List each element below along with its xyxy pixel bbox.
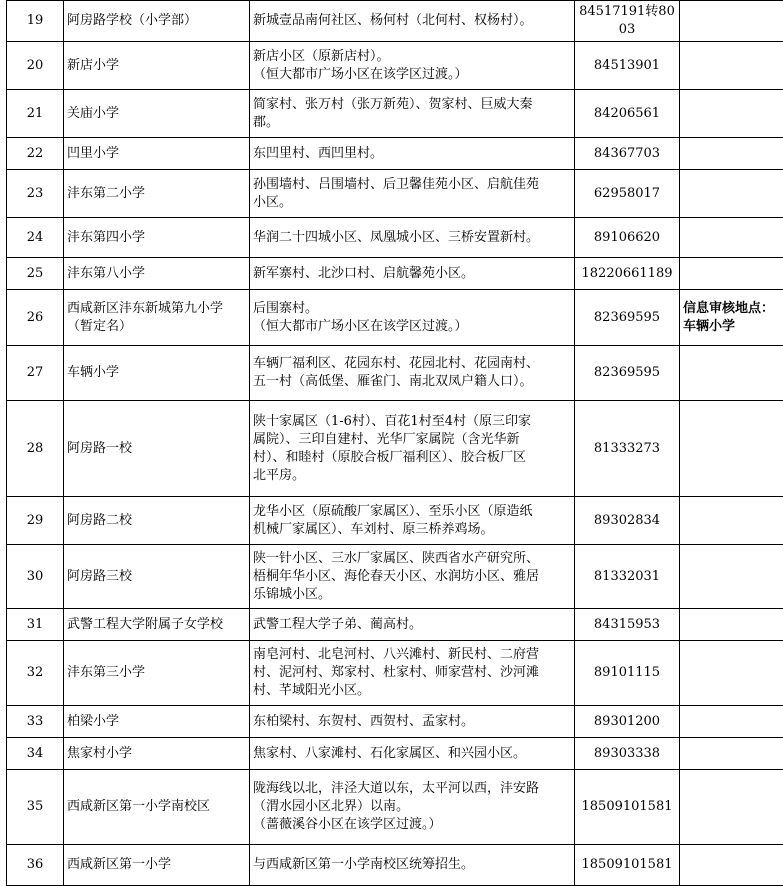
contact-phone: 81333273 (575, 401, 680, 497)
catchment-area (250, 90, 575, 138)
catchment-area-line: 北平房。 (253, 467, 571, 485)
catchment-area-line: 陕一针小区、三水厂家属区、陕西省水产研究所、 (253, 550, 571, 568)
contact-phone: 89101115 (575, 641, 680, 706)
row-number: 25 (7, 258, 64, 290)
table-row (7, 845, 783, 886)
remark (680, 706, 783, 738)
school-name (64, 170, 250, 218)
catchment-area-line: 武警工程大学子弟、蔺高村。 (253, 616, 571, 634)
contact-phone: 82369595 (575, 290, 680, 346)
catchment-area-line: （渭水园小区北界）以南。 (253, 798, 571, 816)
catchment-area (250, 218, 575, 258)
school-name (64, 706, 250, 738)
row-number: 29 (7, 497, 64, 545)
school-name-line: 沣东第二小学 (67, 185, 246, 203)
contact-phone: 89301200 (575, 706, 680, 738)
catchment-area-line: 孙围墙村、吕围墙村、后卫馨佳苑小区、启航佳苑 (253, 176, 571, 194)
catchment-area-line: 东柏梁村、东贺村、西贺村、孟家村。 (253, 713, 571, 731)
contact-phone: 84206561 (575, 90, 680, 138)
row-number: 19 (7, 1, 64, 42)
catchment-area (250, 706, 575, 738)
school-name (64, 42, 250, 90)
catchment-area (250, 1, 575, 42)
row-number: 21 (7, 90, 64, 138)
school-zone-table (6, 0, 783, 886)
table-row (7, 497, 783, 545)
school-name-line: 沣东第三小学 (67, 664, 246, 682)
row-number: 24 (7, 218, 64, 258)
contact-phone: 89106620 (575, 218, 680, 258)
school-name-line: 阿房路二校 (67, 512, 246, 530)
remark (680, 170, 783, 218)
catchment-area (250, 42, 575, 90)
catchment-area (250, 845, 575, 886)
table-row (7, 170, 783, 218)
catchment-area-line: 东凹里村、西凹里村。 (253, 145, 571, 163)
remark (680, 42, 783, 90)
contact-phone: 81332031 (575, 545, 680, 609)
remark (680, 90, 783, 138)
remark (680, 609, 783, 641)
school-name (64, 138, 250, 170)
remark (680, 497, 783, 545)
table-row (7, 609, 783, 641)
school-name (64, 258, 250, 290)
catchment-area-line: 村）、和睦村（原胶合板厂福利区）、胶合板厂区 (253, 449, 571, 467)
remark (680, 258, 783, 290)
catchment-area-line: 小区。 (253, 194, 571, 212)
school-name-line: 柏梁小学 (67, 713, 246, 731)
catchment-area-line: 南皂河村、北皂河村、八兴滩村、新民村、二府营 (253, 646, 571, 664)
catchment-area (250, 545, 575, 609)
catchment-area-line: （蔷薇溪谷小区在该学区过渡。） (253, 816, 571, 834)
catchment-area-line: 后围寨村。 (253, 300, 571, 318)
school-name-line: 西咸新区沣东新城第九小学 (67, 300, 246, 318)
table-row (7, 641, 783, 706)
catchment-area-line: 村、芊域阳光小区。 (253, 682, 571, 700)
catchment-area-line: 郡。 (253, 114, 571, 132)
school-name-line: 武警工程大学附属子女学校 (67, 616, 246, 634)
school-name-line: 车辆小学 (67, 364, 246, 382)
table-row (7, 138, 783, 170)
catchment-area-line: 陕十家属区（1-6村）、百花1村至4村（原三印家 (253, 413, 571, 431)
remark-text: 信息审核地点：车辆小学 (683, 300, 783, 336)
table-row (7, 90, 783, 138)
school-name-line: 焦家村小学 (67, 745, 246, 763)
catchment-area (250, 770, 575, 845)
catchment-area-line: 新城壹品南何社区、杨何村（北何村、权杨村）。 (253, 12, 571, 30)
table-row (7, 258, 783, 290)
remark (680, 738, 783, 770)
contact-phone: 82369595 (575, 346, 680, 401)
table-row (7, 218, 783, 258)
remark (680, 641, 783, 706)
catchment-area-line: 新店小区（原新店村）。 (253, 48, 571, 66)
catchment-area (250, 290, 575, 346)
row-number: 20 (7, 42, 64, 90)
catchment-area (250, 258, 575, 290)
catchment-area (250, 641, 575, 706)
catchment-area (250, 138, 575, 170)
catchment-area-line: 焦家村、八家滩村、石化家属区、和兴园小区。 (253, 745, 571, 763)
school-name-line: 凹里小学 (67, 145, 246, 163)
table-row (7, 706, 783, 738)
table-row (7, 401, 783, 497)
row-number: 30 (7, 545, 64, 609)
school-name (64, 641, 250, 706)
remark (680, 138, 783, 170)
contact-phone: 18509101581 (575, 770, 680, 845)
row-number: 28 (7, 401, 64, 497)
catchment-area-line: 与西咸新区第一小学南校区统筹招生。 (253, 856, 571, 874)
contact-phone: 84517191转8003 (575, 1, 680, 42)
school-name-line: 新店小学 (67, 57, 246, 75)
row-number: 32 (7, 641, 64, 706)
catchment-area-line: （恒大都市广场小区在该学区过渡。） (253, 66, 571, 84)
row-number: 26 (7, 290, 64, 346)
table-row (7, 545, 783, 609)
row-number: 23 (7, 170, 64, 218)
table-row (7, 1, 783, 42)
catchment-area (250, 738, 575, 770)
school-name-suffix: （暂定名） (67, 318, 246, 336)
row-number: 22 (7, 138, 64, 170)
row-number: 31 (7, 609, 64, 641)
school-name (64, 738, 250, 770)
school-name (64, 218, 250, 258)
row-number: 27 (7, 346, 64, 401)
remark (680, 770, 783, 845)
table-row (7, 290, 783, 346)
catchment-area-line: 简家村、张万村（张万新苑）、贺家村、巨威大秦 (253, 96, 571, 114)
contact-phone: 84315953 (575, 609, 680, 641)
catchment-area (250, 609, 575, 641)
table-row (7, 738, 783, 770)
table-row (7, 770, 783, 845)
school-name-line: 阿房路一校 (67, 440, 246, 458)
remark (680, 545, 783, 609)
school-name (64, 1, 250, 42)
remark (680, 218, 783, 258)
school-name (64, 90, 250, 138)
school-name (64, 497, 250, 545)
remark (680, 845, 783, 886)
contact-phone: 62958017 (575, 170, 680, 218)
school-name-line: 西咸新区第一小学南校区 (67, 798, 246, 816)
school-name (64, 609, 250, 641)
school-name-line: 沣东第四小学 (67, 229, 246, 247)
table-row (7, 346, 783, 401)
catchment-area-line: 车辆厂福利区、花园东村、花园北村、花园南村、 (253, 355, 571, 373)
row-number: 34 (7, 738, 64, 770)
catchment-area-line: 陇海线以北，沣泾大道以东，太平河以西，沣安路 (253, 780, 571, 798)
school-name-line: 沣东第八小学 (67, 265, 246, 283)
remark (680, 290, 783, 346)
contact-phone: 18220661189 (575, 258, 680, 290)
school-zone-table-body (7, 1, 783, 886)
remark (680, 401, 783, 497)
school-name (64, 290, 250, 346)
row-number: 35 (7, 770, 64, 845)
contact-phone: 84367703 (575, 138, 680, 170)
catchment-area-line: 五一村（高低堡、雁雀门、南北双凤户籍人口）。 (253, 373, 571, 391)
school-name-line: 阿房路学校（小学部） (67, 12, 246, 30)
school-name (64, 346, 250, 401)
catchment-area-line: 村、泥河村、郑家村、杜家村、师家营村、沙河滩 (253, 664, 571, 682)
catchment-area-line: 乐锦城小区。 (253, 586, 571, 604)
school-name (64, 401, 250, 497)
catchment-area (250, 401, 575, 497)
table-row (7, 42, 783, 90)
school-name (64, 545, 250, 609)
school-name-line: 阿房路三校 (67, 568, 246, 586)
school-name-line: 关庙小学 (67, 105, 246, 123)
catchment-area-line: 机械厂家属区）、车刘村、原三桥养鸡场。 (253, 521, 571, 539)
catchment-area (250, 346, 575, 401)
catchment-area (250, 170, 575, 218)
contact-phone: 84513901 (575, 42, 680, 90)
contact-phone: 18509101581 (575, 845, 680, 886)
school-name (64, 845, 250, 886)
school-name (64, 770, 250, 845)
contact-phone: 89303338 (575, 738, 680, 770)
catchment-area-line: 龙华小区（原硫酸厂家属区）、至乐小区（原造纸 (253, 503, 571, 521)
row-number: 36 (7, 845, 64, 886)
catchment-area-line: 属院）、三印自建村、光华厂家属院（含光华新 (253, 431, 571, 449)
remark (680, 346, 783, 401)
remark (680, 1, 783, 42)
school-name-line: 西咸新区第一小学 (67, 856, 246, 874)
catchment-area-line: 华润二十四城小区、凤凰城小区、三桥安置新村。 (253, 229, 571, 247)
contact-phone: 89302834 (575, 497, 680, 545)
catchment-area-line: 新军寨村、北沙口村、启航馨苑小区。 (253, 265, 571, 283)
row-number: 33 (7, 706, 64, 738)
catchment-area-line: 梧桐年华小区、海伦春天小区、水润坊小区、雅居 (253, 568, 571, 586)
catchment-area (250, 497, 575, 545)
catchment-area-line: （恒大都市广场小区在该学区过渡。） (253, 318, 571, 336)
